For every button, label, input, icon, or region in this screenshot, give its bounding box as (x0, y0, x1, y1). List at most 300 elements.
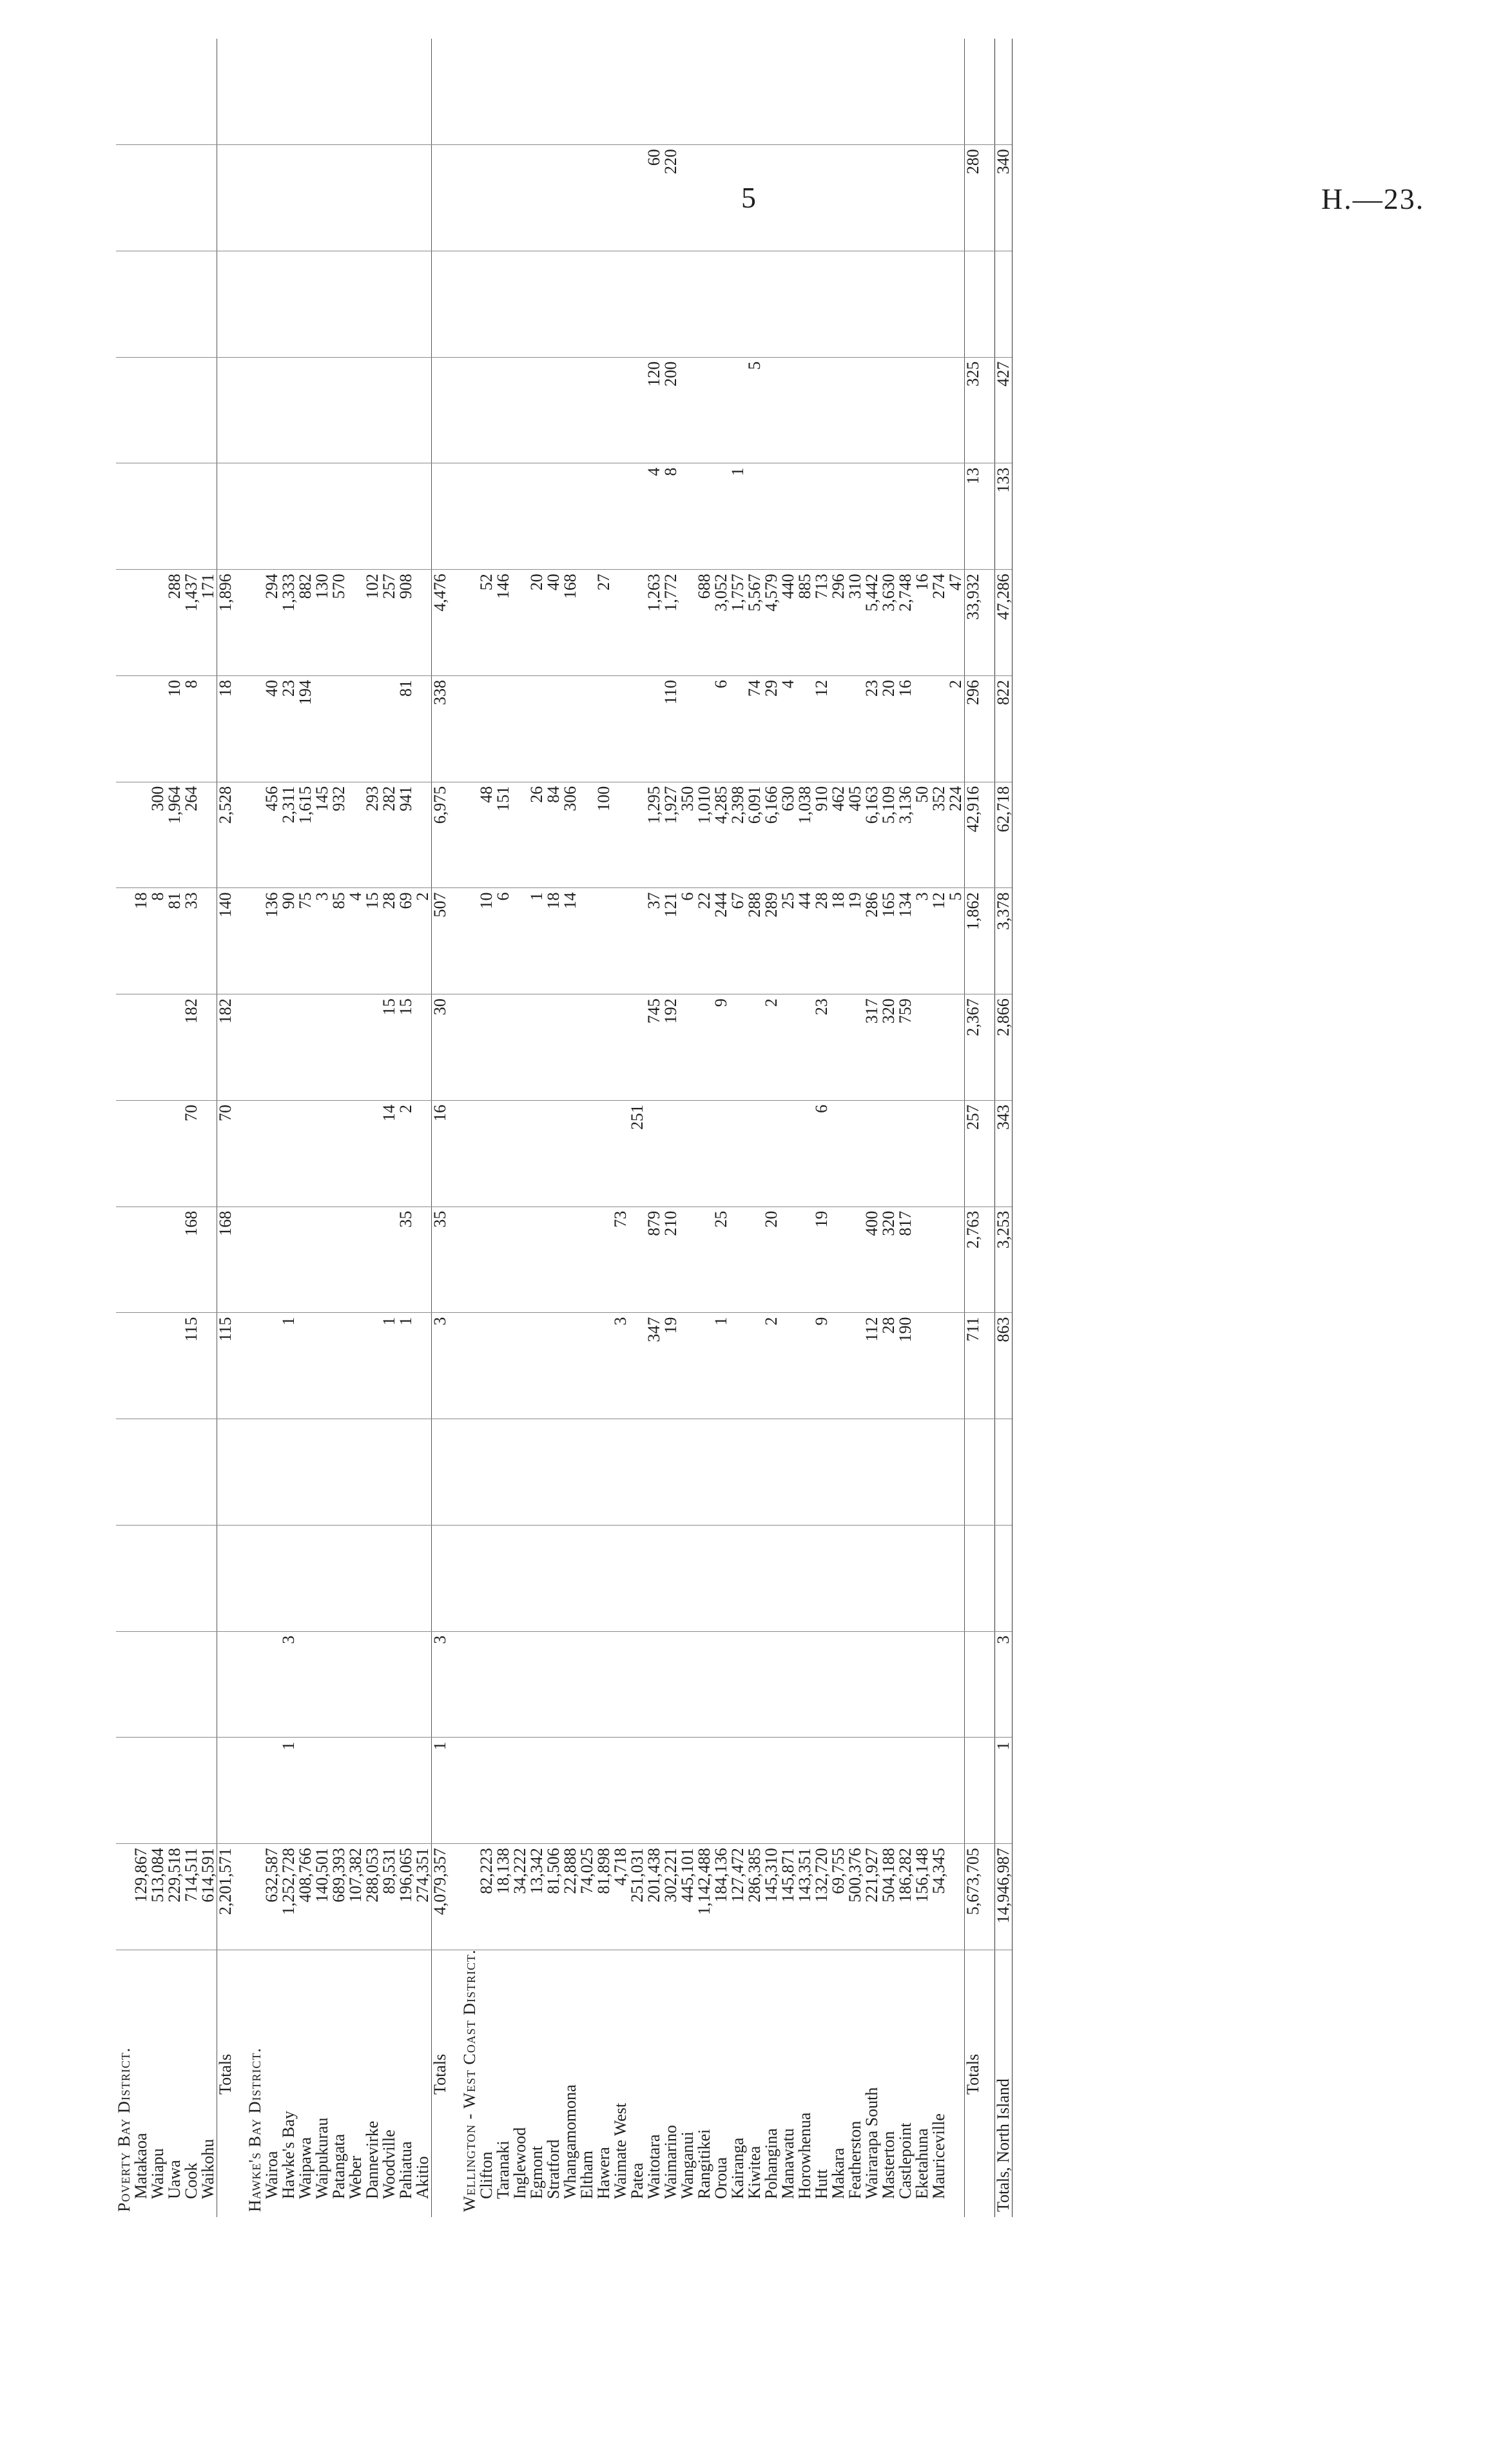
table-cell (579, 357, 596, 463)
table-cell (217, 251, 235, 358)
table-cell (914, 1526, 931, 1632)
table-cell: 2 (414, 888, 432, 994)
table-cell (364, 1631, 381, 1738)
table-cell (247, 1206, 264, 1313)
table-cell (150, 1101, 166, 1207)
table-cell (183, 39, 200, 145)
table-row (280, 39, 297, 2217)
table-cell (414, 570, 432, 676)
table-cell (545, 1738, 562, 1844)
table-cell (432, 251, 449, 358)
table-row (947, 39, 965, 2217)
table-cell (478, 145, 495, 251)
table-cell: 570 (331, 570, 347, 676)
table-cell: 14,946,987 (995, 1844, 1013, 1950)
table-cell: 713 (813, 570, 830, 676)
table-cell (150, 1206, 166, 1313)
row-label: Eltham (577, 2150, 596, 2199)
table-cell (264, 1631, 280, 1738)
table-cell: 2,201,571 (217, 1844, 235, 1950)
table-cell (679, 251, 696, 358)
table-cell (432, 463, 449, 570)
table-cell: 15 (381, 994, 398, 1101)
table-cell (495, 145, 512, 251)
table-cell (398, 251, 414, 358)
table-cell (264, 994, 280, 1101)
table-cell (629, 39, 646, 145)
table-cell: 81,898 (596, 1844, 612, 1950)
table-cell (579, 994, 596, 1101)
table-cell: 20 (763, 1206, 780, 1313)
table-cell (596, 994, 612, 1101)
table-cell (528, 1738, 545, 1844)
table-cell (813, 251, 830, 358)
table-cell (612, 1526, 629, 1632)
table-cell (200, 251, 217, 358)
table-cell: 932 (331, 782, 347, 888)
table-cell: 3 (432, 1313, 449, 1419)
table-cell: 340 (995, 145, 1013, 251)
table-cell (545, 994, 562, 1101)
row-label: Patangata (329, 2133, 348, 2199)
table-cell: 25 (780, 888, 797, 994)
table-cell (347, 570, 364, 676)
table-cell (931, 1526, 947, 1632)
table-cell (116, 357, 133, 463)
table-cell: 286,385 (746, 1844, 763, 1950)
table-cell: 121 (663, 888, 679, 994)
table-cell (264, 463, 280, 570)
table-cell (914, 1313, 931, 1419)
table-cell: 294 (264, 570, 280, 676)
table-cell (398, 1419, 414, 1526)
table-cell (914, 1631, 931, 1738)
table-cell (264, 1526, 280, 1632)
table-cell: 81 (398, 676, 414, 782)
table-cell (495, 994, 512, 1101)
table-cell (297, 1313, 314, 1419)
table-cell (331, 1206, 347, 1313)
table-cell (847, 357, 864, 463)
row-label: Rangitikei (695, 2129, 713, 2199)
table-cell (478, 1101, 495, 1207)
table-cell: 8 (183, 676, 200, 782)
table-cell (150, 357, 166, 463)
table-cell (331, 463, 347, 570)
table-cell: 711 (965, 1313, 982, 1419)
table-row (478, 39, 495, 2217)
table-cell (897, 251, 914, 358)
table-cell (449, 782, 461, 888)
table-cell (847, 251, 864, 358)
table-cell (247, 1526, 264, 1632)
table-cell (797, 463, 813, 570)
row-label: Wanganui (678, 2131, 697, 2199)
table-cell (545, 39, 562, 145)
table-cell (116, 1844, 133, 1950)
table-cell (813, 39, 830, 145)
row-label: Totals (965, 1950, 982, 2218)
table-cell (528, 1206, 545, 1313)
table-cell (414, 463, 432, 570)
table-cell: 2,367 (965, 994, 982, 1101)
table-row (679, 39, 696, 2217)
table-cell: 182 (183, 994, 200, 1101)
table-cell (914, 145, 931, 251)
table-cell: 630 (780, 782, 797, 888)
table-cell (166, 1631, 183, 1738)
table-cell: 4 (780, 676, 797, 782)
table-cell (200, 39, 217, 145)
table-cell (449, 145, 461, 251)
table-cell: 2,866 (995, 994, 1013, 1101)
table-cell (679, 570, 696, 676)
table-cell (512, 888, 528, 994)
table-cell: 1,964 (166, 782, 183, 888)
table-cell: 8 (663, 463, 679, 570)
table-cell (746, 463, 763, 570)
table-cell: 18 (217, 676, 235, 782)
table-cell (982, 357, 995, 463)
table-cell (679, 463, 696, 570)
table-cell: 251 (629, 1101, 646, 1207)
table-cell: 4,079,357 (432, 1844, 449, 1950)
table-cell: 759 (897, 994, 914, 1101)
table-cell (965, 1419, 982, 1526)
table-cell (200, 1526, 217, 1632)
table-cell (297, 251, 314, 358)
table-cell (864, 251, 880, 358)
table-row (612, 39, 629, 2217)
table-cell: 44 (797, 888, 813, 994)
table-cell (414, 1419, 432, 1526)
table-cell (612, 1631, 629, 1738)
table-cell (133, 676, 150, 782)
table-cell: 194 (297, 676, 314, 782)
table-row (150, 39, 166, 2217)
table-cell: 26 (528, 782, 545, 888)
table-row (166, 39, 183, 2217)
table-cell (478, 1738, 495, 1844)
table-cell: 22,888 (562, 1844, 579, 1950)
table-cell (830, 463, 847, 570)
table-cell (364, 994, 381, 1101)
table-cell: 320 (880, 994, 897, 1101)
table-cell (982, 1419, 995, 1526)
table-cell: 60 (646, 145, 663, 251)
table-cell (579, 782, 596, 888)
table-cell (217, 1419, 235, 1526)
table-cell: 296 (830, 570, 847, 676)
table-cell: 69 (398, 888, 414, 994)
table-cell: 120 (646, 357, 663, 463)
table-cell (579, 1206, 596, 1313)
table-cell (797, 1419, 813, 1526)
table-cell (512, 782, 528, 888)
table-cell (200, 463, 217, 570)
table-cell: 885 (797, 570, 813, 676)
row-label (234, 1950, 247, 2218)
table-cell: 47,286 (995, 570, 1013, 676)
table-cell: 62,718 (995, 782, 1013, 888)
table-cell (364, 1526, 381, 1632)
table-cell (200, 1738, 217, 1844)
table-cell (116, 1419, 133, 1526)
table-cell (116, 888, 133, 994)
table-cell: 18,138 (495, 1844, 512, 1950)
table-cell: 12 (813, 676, 830, 782)
table-cell (931, 1631, 947, 1738)
table-cell (247, 1101, 264, 1207)
table-row (696, 39, 713, 2217)
table-cell (217, 463, 235, 570)
table-cell (746, 1313, 763, 1419)
table-cell: 1,772 (663, 570, 679, 676)
table-cell (264, 1206, 280, 1313)
table-cell (562, 1419, 579, 1526)
table-cell (914, 463, 931, 570)
table-cell (264, 1738, 280, 1844)
table-cell (133, 570, 150, 676)
table-cell (982, 994, 995, 1101)
table-cell: 192 (663, 994, 679, 1101)
table-cell (746, 145, 763, 251)
table-cell (982, 1631, 995, 1738)
table-cell (562, 357, 579, 463)
table-cell (347, 1631, 364, 1738)
table-cell (596, 1738, 612, 1844)
table-cell (528, 1101, 545, 1207)
table-row (931, 39, 947, 2217)
page-number: 5 (741, 181, 756, 214)
table-cell: 6 (713, 676, 730, 782)
table-cell (596, 676, 612, 782)
table-cell (880, 1526, 897, 1632)
table-cell (461, 1313, 478, 1419)
table-cell (133, 994, 150, 1101)
table-cell: 34,222 (512, 1844, 528, 1950)
document-code: H.—23. (1321, 182, 1425, 215)
table-cell (297, 39, 314, 145)
row-label: Eketahuna (913, 2128, 931, 2199)
table-cell (183, 1631, 200, 1738)
row-label: Horowhenua (795, 2112, 814, 2199)
table-cell: 280 (965, 145, 982, 251)
table-cell (780, 1101, 797, 1207)
table-cell (314, 251, 331, 358)
table-cell: 129,867 (133, 1844, 150, 1950)
table-cell (166, 994, 183, 1101)
table-cell (314, 676, 331, 782)
table-cell: 317 (864, 994, 880, 1101)
table-cell (646, 39, 663, 145)
table-cell (897, 357, 914, 463)
table-cell (713, 1101, 730, 1207)
table-cell (965, 251, 982, 358)
table-cell (166, 1313, 183, 1419)
table-cell (200, 1419, 217, 1526)
table-cell (562, 251, 579, 358)
table-cell: 6 (813, 1101, 830, 1207)
table-cell: 427 (995, 357, 1013, 463)
table-cell (166, 463, 183, 570)
row-label: Pahiatua (396, 2141, 415, 2199)
table-cell (150, 39, 166, 145)
table-cell: 30 (432, 994, 449, 1101)
table-cell: 168 (562, 570, 579, 676)
table-cell (247, 676, 264, 782)
table-cell: 107,382 (347, 1844, 364, 1950)
table-cell (830, 39, 847, 145)
table-cell: 28 (813, 888, 830, 994)
table-cell (528, 463, 545, 570)
table-cell (449, 1738, 461, 1844)
table-cell (512, 1738, 528, 1844)
table-cell (314, 463, 331, 570)
table-cell (780, 145, 797, 251)
table-cell (562, 1313, 579, 1419)
table-cell (264, 357, 280, 463)
table-cell: 320 (880, 1206, 897, 1313)
table-cell: 15 (364, 888, 381, 994)
table-cell (478, 676, 495, 782)
table-cell (116, 570, 133, 676)
table-cell (150, 994, 166, 1101)
table-cell (217, 357, 235, 463)
table-cell: 54,345 (931, 1844, 947, 1950)
table-cell (280, 1526, 297, 1632)
table-cell (995, 251, 1013, 358)
table-cell: 300 (150, 782, 166, 888)
table-cell (847, 39, 864, 145)
row-label: Totals (432, 1950, 449, 2218)
table-row (364, 39, 381, 2217)
table-cell (347, 251, 364, 358)
table-cell (696, 251, 713, 358)
table-cell: 3,378 (995, 888, 1013, 994)
table-cell (247, 1313, 264, 1419)
table-cell (150, 145, 166, 251)
table-cell (528, 145, 545, 251)
table-cell: 224 (947, 782, 965, 888)
table-cell: 1,333 (280, 570, 297, 676)
table-cell (780, 463, 797, 570)
table-cell (247, 1631, 264, 1738)
table-cell (528, 1313, 545, 1419)
table-cell (347, 1419, 364, 1526)
table-cell: 16 (432, 1101, 449, 1207)
row-label: Whangamomona (561, 2084, 579, 2199)
table-cell (314, 1313, 331, 1419)
table-cell (730, 39, 746, 145)
table-cell (414, 39, 432, 145)
table-cell (612, 1101, 629, 1207)
table-cell (545, 251, 562, 358)
table-cell: 6 (495, 888, 512, 994)
table-cell (414, 1738, 432, 1844)
table-cell (166, 1738, 183, 1844)
table-cell: 132,720 (813, 1844, 830, 1950)
table-cell: 23 (813, 994, 830, 1101)
table-cell: 12 (931, 888, 947, 994)
table-cell (200, 888, 217, 994)
table-cell (347, 463, 364, 570)
table-cell (364, 1101, 381, 1207)
table-cell (596, 1313, 612, 1419)
table-row (183, 39, 200, 2217)
table-cell (646, 1419, 663, 1526)
table-cell: 37 (646, 888, 663, 994)
table-cell: 85 (331, 888, 347, 994)
table-cell (166, 1526, 183, 1632)
table-cell: 264 (183, 782, 200, 888)
table-cell: 35 (432, 1206, 449, 1313)
table-cell (314, 145, 331, 251)
table-cell (150, 463, 166, 570)
table-cell: 168 (183, 1206, 200, 1313)
table-cell: 4,579 (763, 570, 780, 676)
table-cell (247, 994, 264, 1101)
table-cell (562, 994, 579, 1101)
table-cell: 16 (897, 676, 914, 782)
table-cell (713, 145, 730, 251)
table-cell (947, 39, 965, 145)
table-cell: 244 (713, 888, 730, 994)
table-cell: 289 (763, 888, 780, 994)
table-cell (797, 1313, 813, 1419)
table-cell (864, 39, 880, 145)
table-cell (364, 1419, 381, 1526)
table-cell (982, 676, 995, 782)
table-cell (947, 463, 965, 570)
table-cell: 614,591 (200, 1844, 217, 1950)
table-cell (150, 1631, 166, 1738)
table-cell: 817 (897, 1206, 914, 1313)
table-cell: 70 (183, 1101, 200, 1207)
table-cell (414, 1313, 432, 1419)
table-cell: 70 (217, 1101, 235, 1207)
table-cell (398, 1631, 414, 1738)
table-row (545, 39, 562, 2217)
table-cell (116, 1313, 133, 1419)
table-cell (478, 39, 495, 145)
row-label: Oroua (712, 2157, 730, 2199)
table-cell (612, 1738, 629, 1844)
table-cell (133, 145, 150, 251)
table-cell: 1,038 (797, 782, 813, 888)
table-cell (512, 1313, 528, 1419)
table-cell (133, 1738, 150, 1844)
table-cell: 405 (847, 782, 864, 888)
table-cell (314, 1206, 331, 1313)
table-cell (449, 1101, 461, 1207)
table-cell (696, 463, 713, 570)
table-cell (331, 251, 347, 358)
table-cell (730, 251, 746, 358)
row-label: Waiapu (148, 2148, 167, 2199)
table-cell (381, 357, 398, 463)
table-cell: 19 (847, 888, 864, 994)
table-cell: 40 (545, 570, 562, 676)
table-cell (579, 463, 596, 570)
table-cell (247, 888, 264, 994)
table-cell (347, 676, 364, 782)
table-cell (830, 994, 847, 1101)
table-cell (763, 357, 780, 463)
table-cell: 408,766 (297, 1844, 314, 1950)
table-cell: 1,010 (696, 782, 713, 888)
table-cell: 504,188 (880, 1844, 897, 1950)
